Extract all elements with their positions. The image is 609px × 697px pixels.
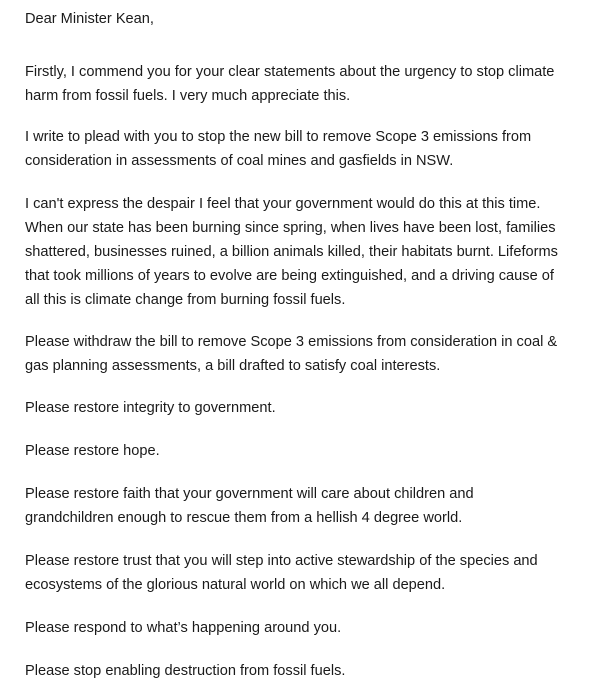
paragraph-line: I can't express the despair I feel that your government would do this at this time. (25, 196, 541, 212)
paragraph-line: Please respond to what’s happening around you. (25, 620, 342, 636)
paragraph-line: Please withdraw the bill to remove Scope 3 emissions from consideration in coal & (25, 334, 558, 350)
paragraph-line: Please stop enabling destruction from fossil fuels. (25, 663, 346, 679)
paragraph-hope (25, 439, 160, 463)
paragraph-line: harm from fossil fuels. I very much appreciate this. (25, 88, 351, 104)
paragraph-line: gas planning assessments, a bill drafted to satisfy coal interests. (25, 358, 441, 374)
paragraph-line: I write to plead with you to stop the new bill to remove Scope 3 emissions from (25, 129, 532, 145)
paragraph-withdraw (25, 330, 557, 378)
paragraph-line: ecosystems of the glorious natural world on which we all depend. (25, 577, 446, 593)
paragraph-faith (25, 482, 474, 530)
paragraph-line: all this is climate change from burning fossil fuels. (25, 292, 346, 308)
salutation-text: Dear Minister Kean, (25, 11, 154, 27)
paragraph-line: consideration in assessments of coal mines and gasfields in NSW. (25, 153, 454, 169)
paragraph-line: When our state has been burning since spring, when lives have been lost, families (25, 220, 556, 236)
paragraph-line: grandchildren enough to rescue them from a hellish 4 degree world. (25, 510, 463, 526)
paragraph-trust (25, 549, 538, 597)
paragraph-commend (25, 60, 554, 108)
paragraph-line: Please restore faith that your government will care about children and (25, 486, 474, 502)
paragraph-line: Please restore integrity to government. (25, 400, 276, 416)
paragraph-line: shattered, businesses ruined, a billion animals killed, their habitats burnt. Lifeforms (25, 244, 558, 260)
paragraph-stop (25, 659, 345, 683)
paragraph-plead (25, 125, 531, 173)
paragraph-integrity (25, 396, 276, 420)
paragraph-line: Please restore trust that you will step into active stewardship of the species and (25, 553, 538, 569)
salutation (25, 7, 154, 31)
paragraph-line: Firstly, I commend you for your clear statements about the urgency to stop climate (25, 64, 555, 80)
paragraph-line: that took millions of years to evolve are being extinguished, and a driving cause of (25, 268, 554, 284)
paragraph-despair (25, 192, 558, 312)
paragraph-line: Please restore hope. (25, 443, 160, 459)
paragraph-respond (25, 616, 341, 640)
